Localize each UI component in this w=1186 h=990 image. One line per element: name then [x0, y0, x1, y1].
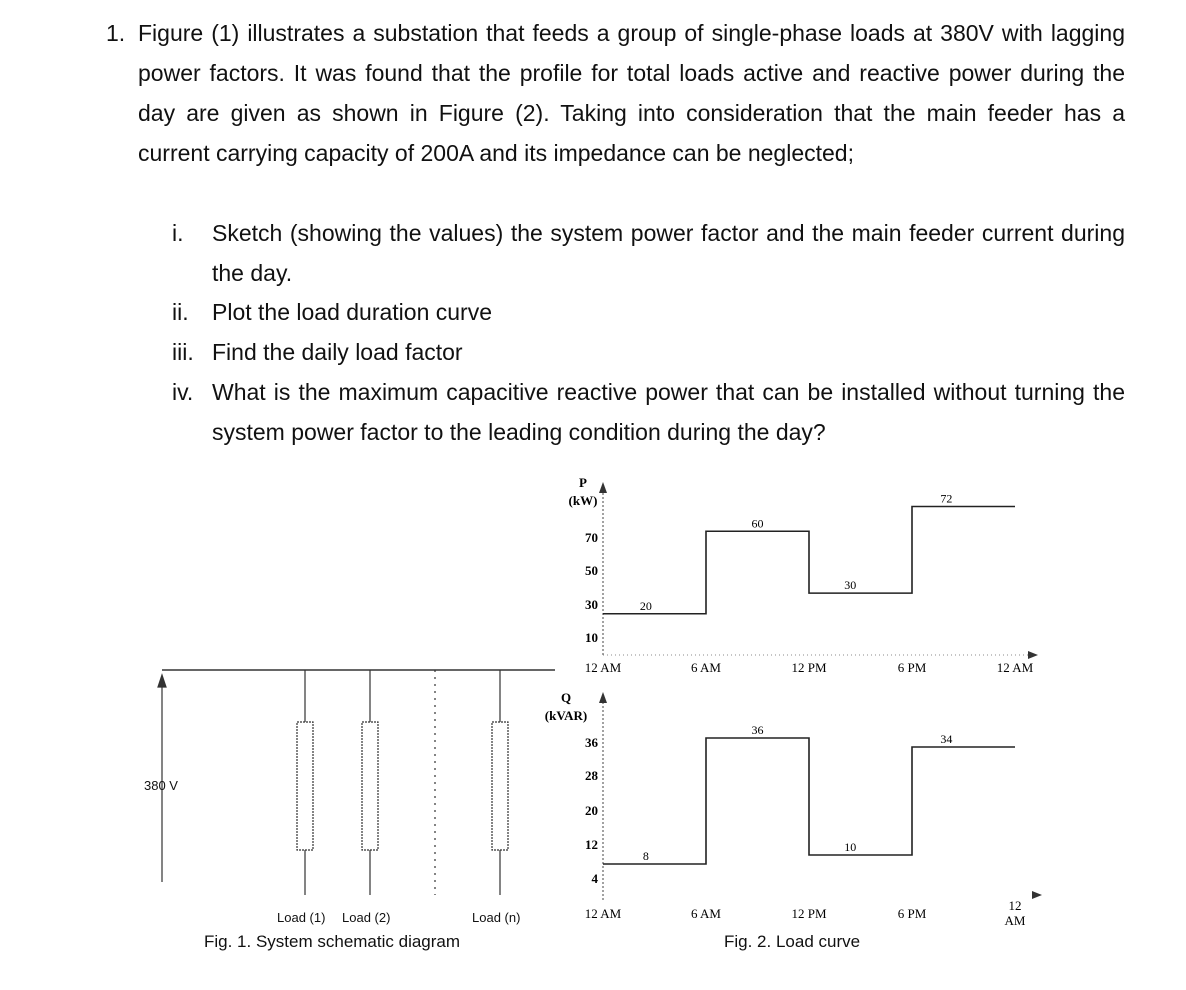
- y-axis-unit: (kVAR): [544, 708, 588, 723]
- series-step-line: [603, 507, 1015, 614]
- segment-value-label: 60: [751, 516, 764, 531]
- load1-label: Load (1): [277, 910, 326, 925]
- segment-value-label: 8: [642, 849, 649, 863]
- segment-value-label: 34: [940, 732, 953, 746]
- x-axis-arrow: [1032, 891, 1042, 899]
- y-tick-label: 28: [585, 768, 598, 783]
- x-tick-label: 12 AM: [584, 660, 622, 675]
- x-tick-label: 12 PM: [791, 660, 827, 675]
- y-axis-arrow: [599, 692, 607, 703]
- segment-value-label: 30: [844, 578, 857, 593]
- y-axis-unit: (kW): [568, 493, 598, 508]
- y-axis-title: Q: [560, 690, 572, 705]
- x-axis-arrow: [1028, 651, 1038, 659]
- x-tick-label: 12 PM: [791, 906, 827, 921]
- fig1-caption: Fig. 1. System schematic diagram: [204, 932, 461, 951]
- x-tick-label: 6 PM: [897, 660, 927, 675]
- segment-value-label: 72: [940, 491, 953, 506]
- x-tick-label: 6 AM: [691, 660, 721, 675]
- loadn-label: Load (n): [472, 910, 521, 925]
- y-tick-label: 4: [591, 871, 598, 886]
- y-tick-label: 70: [585, 530, 598, 545]
- series-step-line: [603, 738, 1015, 864]
- part-iii-text: Find the daily load factor: [212, 339, 463, 365]
- segment-value-label: 10: [844, 840, 857, 854]
- y-tick-label: 10: [585, 630, 598, 645]
- part-ii-number: ii.: [172, 299, 189, 325]
- load2-label: Load (2): [342, 910, 391, 925]
- segment-value-label: 20: [639, 598, 652, 613]
- segment-value-label: 36: [751, 723, 764, 737]
- x-tick-label: 12: [1008, 898, 1022, 913]
- part-iv-text: What is the maximum capacitive reactive power that can be installed without turning the system power factor to the leading condition during the day?: [212, 379, 1125, 445]
- part-i-text: Sketch (showing the values) the system power factor and the main feeder current during the day.: [212, 220, 1125, 286]
- part-i-number: i.: [172, 220, 184, 246]
- question-number: 1.: [106, 20, 126, 46]
- y-tick-label: 50: [585, 563, 598, 578]
- x-tick-label: 6 PM: [897, 906, 927, 921]
- part-iv-number: iv.: [172, 379, 194, 405]
- x-tick-label: 12 AM: [996, 660, 1034, 675]
- part-iii-number: iii.: [172, 339, 194, 365]
- voltage-label: 380 V: [144, 778, 178, 793]
- x-tick-label: 12 AM: [584, 906, 622, 921]
- y-tick-label: 36: [585, 735, 598, 750]
- y-tick-label: 30: [585, 597, 598, 612]
- part-ii-text: Plot the load duration curve: [212, 299, 493, 325]
- x-tick-label: AM: [1004, 913, 1026, 928]
- fig2-caption: Fig. 2. Load curve: [724, 932, 861, 951]
- y-tick-label: 20: [585, 803, 598, 818]
- x-tick-label: 6 AM: [691, 906, 721, 921]
- y-axis-arrow: [599, 482, 607, 493]
- question-intro: Figure (1) illustrates a substation that feeds a group of single-phase loads at 380V with lagging power factors. It was found that the profile for total loads active and reactive power during the day are given as shown in Figure (2). Taking into consideration that the main feeder has a current carrying capacity of 200A and its impedance can be neglected;: [138, 20, 1125, 166]
- y-axis-title: P: [579, 475, 587, 490]
- y-tick-label: 12: [585, 837, 598, 852]
